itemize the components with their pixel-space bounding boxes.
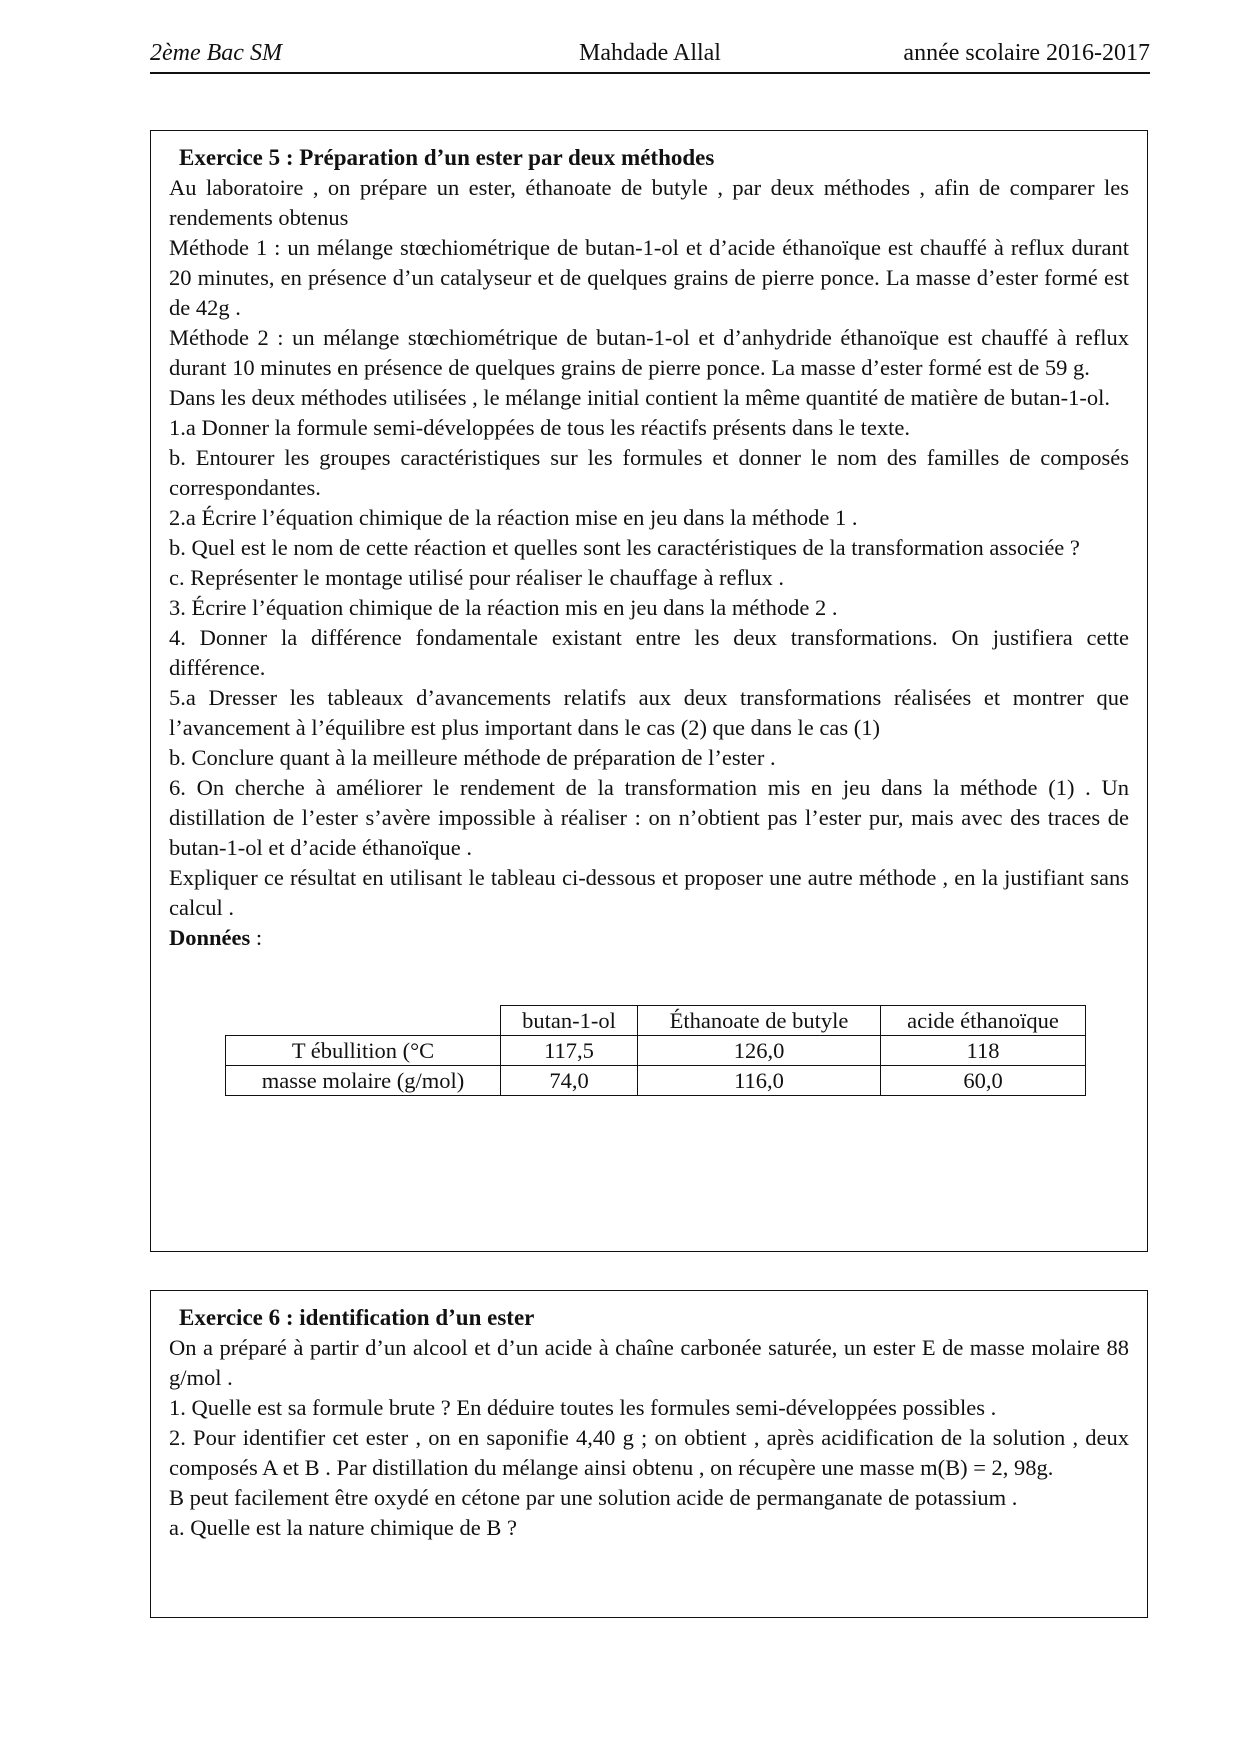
exercise-5-paragraph: 2.a Écrire l’équation chimique de la réaction mise en jeu dans la méthode 1 . bbox=[169, 505, 858, 530]
exercise-5-paragraph: b. Conclure quant à la meilleure méthode de préparation de l’ester . bbox=[169, 745, 776, 770]
table-cell: 116,0 bbox=[638, 1066, 881, 1096]
header-author: Mahdade Allal bbox=[579, 40, 721, 66]
data-table bbox=[225, 1005, 1086, 1096]
header-school-year: année scolaire 2016-2017 bbox=[903, 40, 1150, 66]
table-cell: 118 bbox=[881, 1036, 1086, 1066]
exercise-5-paragraph: Méthode 2 : un mélange stœchiométrique de butan-1-ol et d’anhydride éthanoïque est chauffé à reflux durant 10 minutes en présence de quelques grains de pierre ponce. La masse d’ester formé est de 59 g. bbox=[169, 325, 1129, 380]
exercise-6-paragraph: a. Quelle est la nature chimique de B ? bbox=[169, 1515, 517, 1540]
table-header-row bbox=[226, 1006, 1086, 1036]
exercise-5-paragraph: Dans les deux méthodes utilisées , le mélange initial contient la même quantité de matière de butan-1-ol. bbox=[169, 385, 1110, 410]
exercise-5-box bbox=[150, 130, 1148, 1252]
exercise-5-paragraph: c. Représenter le montage utilisé pour réaliser le chauffage à reflux . bbox=[169, 565, 784, 590]
exercise-5-paragraph: b. Entourer les groupes caractéristiques sur les formules et donner le nom des familles de composés correspondantes. bbox=[169, 445, 1129, 500]
table-cell: 126,0 bbox=[638, 1036, 881, 1066]
table-header-cell: butan-1-ol bbox=[501, 1006, 638, 1036]
exercise-5-paragraph: 3. Écrire l’équation chimique de la réaction mis en jeu dans la méthode 2 . bbox=[169, 595, 838, 620]
exercise-6-paragraph: 1. Quelle est sa formule brute ? En déduire toutes les formules semi-développées possibles . bbox=[169, 1395, 997, 1420]
table-cell: 60,0 bbox=[881, 1066, 1086, 1096]
exercise-5-paragraph: 4. Donner la différence fondamentale existant entre les deux transformations. On justifiera cette différence. bbox=[169, 625, 1129, 680]
table-row bbox=[226, 1036, 1086, 1066]
table-header-cell: acide éthanoïque bbox=[881, 1006, 1086, 1036]
exercise-6-paragraph: 2. Pour identifier cet ester , on en saponifie 4,40 g ; on obtient , après acidification de la solution , deux composés A et B . Par distillation du mélange ainsi obtenu , on récupère une masse m(B) = 2, 98g. bbox=[169, 1425, 1129, 1480]
table-header-cell: Éthanoate de butyle bbox=[638, 1006, 881, 1036]
exercise-5-paragraph: 6. On cherche à améliorer le rendement de la transformation mis en jeu dans la méthode (1) . Un distillation de l’ester s’avère impossible à réaliser : on n’obtient pas l’ester pur, mais avec des traces de butan-1-ol et d’acide éthanoïque . bbox=[169, 775, 1129, 860]
donnees-suffix: : bbox=[250, 925, 263, 950]
exercise-6-title: Exercice 6 : identification d’un ester bbox=[179, 1305, 535, 1330]
donnees-label: Données bbox=[169, 925, 251, 950]
table-cell: T ébullition (°C bbox=[226, 1036, 501, 1066]
table-cell: masse molaire (g/mol) bbox=[226, 1066, 501, 1096]
table-cell: 117,5 bbox=[501, 1036, 638, 1066]
table-header-cell bbox=[226, 1006, 501, 1036]
exercise-5-paragraph: b. Quel est le nom de cette réaction et quelles sont les caractéristiques de la transformation associée ? bbox=[169, 535, 1080, 560]
exercise-6-paragraph: On a préparé à partir d’un alcool et d’un acide à chaîne carbonée saturée, un ester E de masse molaire 88 g/mol . bbox=[169, 1335, 1129, 1390]
exercise-6-paragraph: B peut facilement être oxydé en cétone par une solution acide de permanganate de potassium . bbox=[169, 1485, 1018, 1510]
exercise-6-box bbox=[150, 1290, 1148, 1618]
exercise-5-paragraph: 5.a Dresser les tableaux d’avancements relatifs aux deux transformations réalisées et montrer que l’avancement à l’équilibre est plus important dans le cas (2) que dans le cas (1) bbox=[169, 685, 1129, 740]
table-row bbox=[226, 1066, 1086, 1096]
exercise-5-paragraph: 1.a Donner la formule semi-développées de tous les réactifs présents dans le texte. bbox=[169, 415, 910, 440]
exercise-5-paragraph: Au laboratoire , on prépare un ester, éthanoate de butyle , par deux méthodes , afin de comparer les rendements obtenus bbox=[169, 175, 1129, 230]
table-cell: 74,0 bbox=[501, 1066, 638, 1096]
exercise-5-title: Exercice 5 : Préparation d’un ester par deux méthodes bbox=[179, 145, 715, 170]
header-class-level: 2ème Bac SM bbox=[150, 40, 282, 66]
donnees-line bbox=[169, 923, 1129, 953]
exercise-5-paragraph: Méthode 1 : un mélange stœchiométrique de butan-1-ol et d’acide éthanoïque est chauffé à reflux durant 20 minutes, en présence d’un catalyseur et de quelques grains de pierre ponce. La masse d’ester formé est de 42g . bbox=[169, 235, 1129, 320]
page-header bbox=[150, 38, 1150, 74]
exercise-5-paragraph: Expliquer ce résultat en utilisant le tableau ci-dessous et proposer une autre méthode , en la justifiant sans calcul . bbox=[169, 865, 1129, 920]
